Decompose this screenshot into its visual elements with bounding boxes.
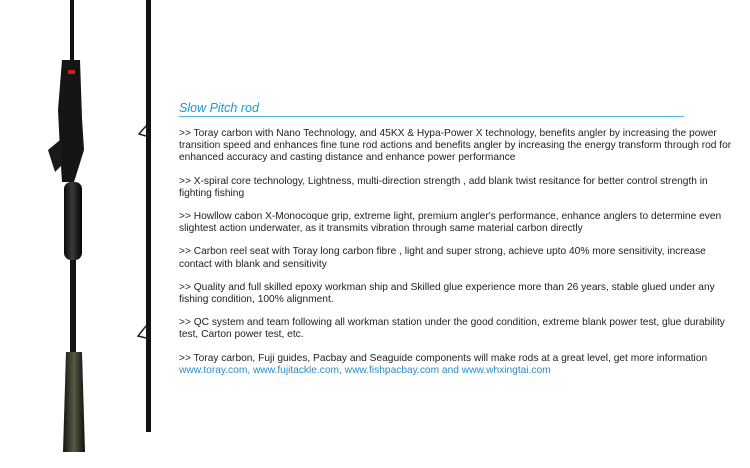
fore-grip bbox=[64, 182, 82, 260]
link-toray[interactable]: www.toray.com bbox=[179, 364, 248, 376]
feature-paragraph: >> Carbon reel seat with Toray long carbon fibre , light and super strong, achieve upto 40% more sensitivity, increase contact with blank and sensitivity bbox=[179, 246, 706, 270]
link-separator: and bbox=[439, 364, 462, 376]
feature-paragraph: >> X-spiral core technology, Lightness, multi-direction strength , add blank twist resitance for better control strength in fighting fishing bbox=[179, 175, 708, 199]
rod-guide-lower bbox=[138, 326, 146, 338]
feature-paragraph: >> Quality and full skilled epoxy workman ship and Skilled glue experience more than 26 years, stable glued under any fishing condition, 100% alignment. bbox=[179, 281, 715, 306]
link-whxingtai[interactable]: www.whxingtai.com bbox=[461, 364, 551, 376]
reel-seat-red-accent bbox=[68, 70, 75, 74]
feature-paragraph: >> Howllow cabon X-Monocoque grip, extreme light, premium angler's performance, enhance anglers to determine even slightest action underwater, as it transmits vibration through same material carbon directly bbox=[179, 211, 722, 235]
link-pacbay[interactable]: www.fishpacbay.com bbox=[344, 364, 440, 376]
fishing-rod-image bbox=[0, 0, 175, 468]
title-divider bbox=[179, 116, 684, 117]
feature-paragraph: >> QC system and team following all workman station under the good condition, extreme blank power test, glue durability test, Carton power test, etc. bbox=[179, 317, 725, 341]
feature-list bbox=[179, 128, 734, 388]
trigger bbox=[48, 140, 62, 172]
section-title: Slow Pitch rod bbox=[179, 101, 259, 115]
feature-paragraph-links bbox=[179, 353, 734, 377]
link-separator: , bbox=[339, 364, 345, 376]
rod-guide-upper bbox=[139, 126, 146, 136]
link-separator: , bbox=[247, 364, 253, 376]
link-fuji[interactable]: www.fujitackle.com bbox=[252, 364, 340, 376]
butt-grip bbox=[63, 352, 85, 452]
links-intro: >> Toray carbon, Fuji guides, Pacbay and Seaguide components will make rods at a great level, get more information bbox=[179, 352, 708, 364]
rod-blank-mid bbox=[70, 260, 76, 352]
reel-seat bbox=[58, 60, 84, 182]
rod-blank-top bbox=[70, 0, 74, 60]
feature-paragraph: >> Toray carbon with Nano Technology, and 45KX & Hypa-Power X technology, benefits angler by increasing the power transition speed and enhances fine tune rod actions and benefits angler by increasing the energy transform through rod for enhanced accuracy and casting distance and enhance power performance bbox=[179, 128, 732, 164]
rod-blank-long bbox=[146, 0, 151, 432]
